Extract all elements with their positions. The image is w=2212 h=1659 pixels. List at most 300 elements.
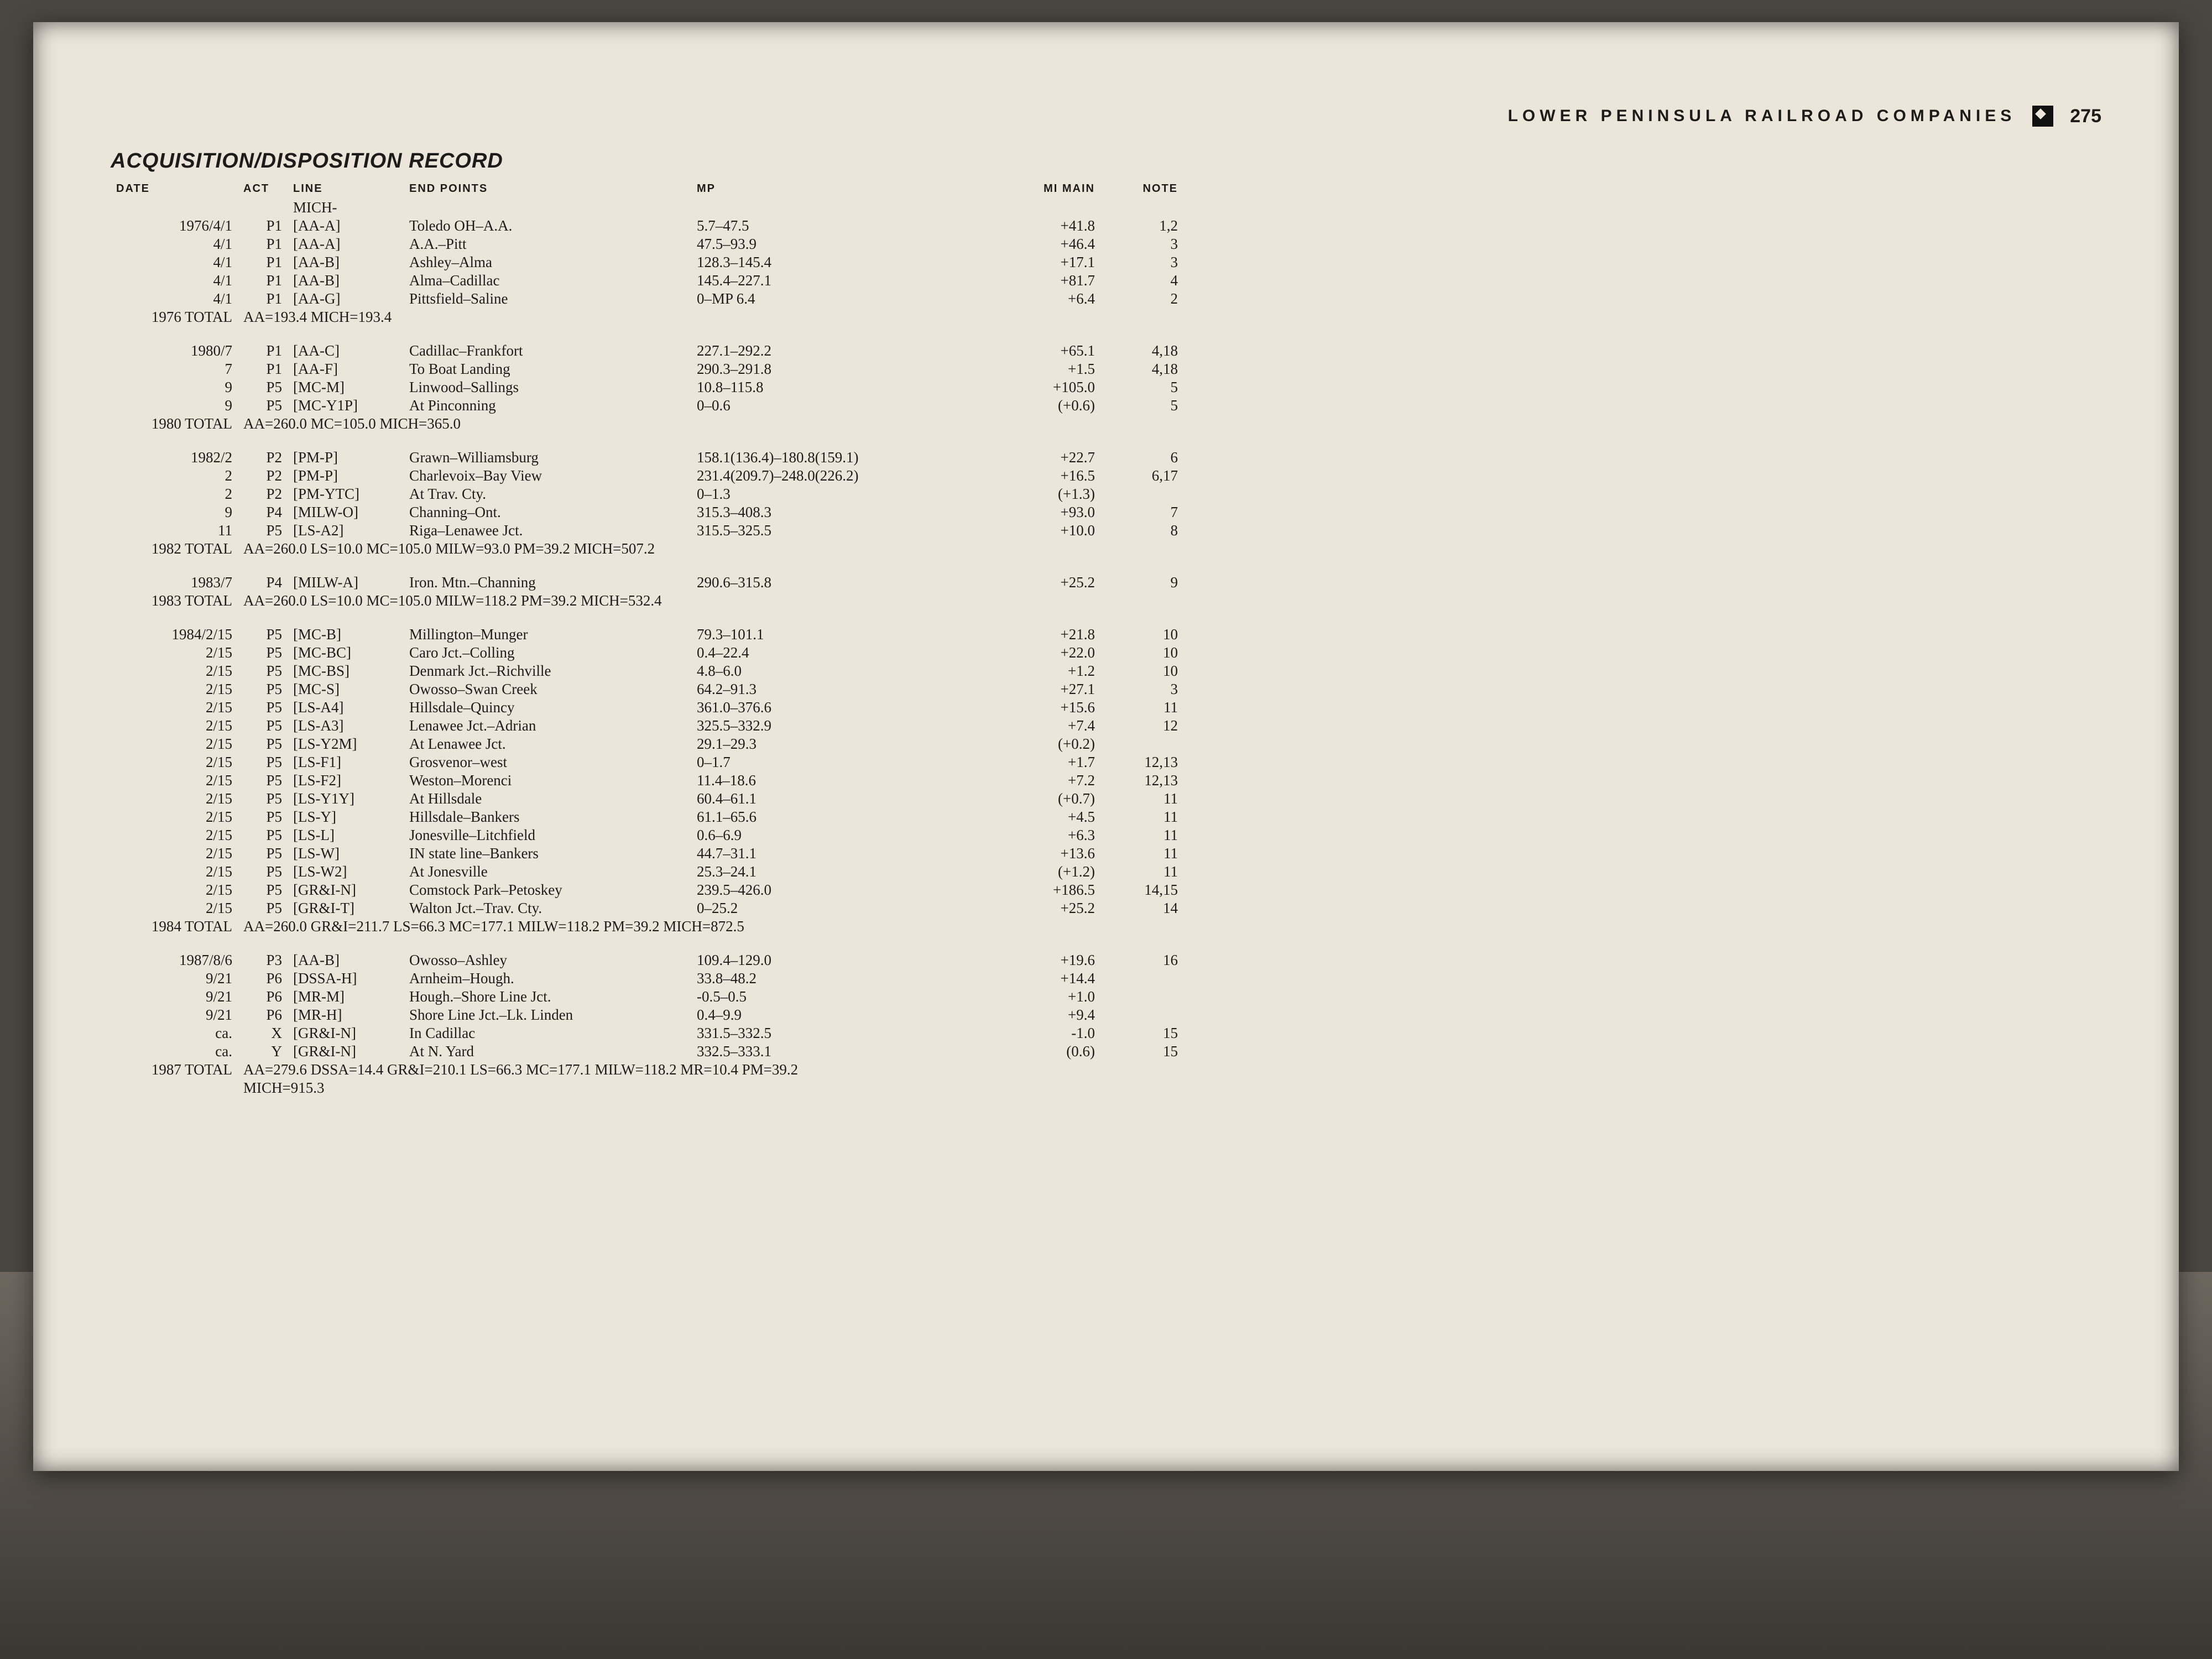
- cell-spacer: [1183, 378, 2101, 397]
- cell-spacer: [1183, 951, 2101, 969]
- cell-date: 2/15: [205, 790, 232, 807]
- cell-date: ca.: [215, 1025, 232, 1041]
- cell-line: [AA-C]: [293, 342, 340, 359]
- cell-end-points: At Trav. Cty.: [409, 486, 487, 502]
- cell-mi-main: +7.4: [1068, 717, 1095, 734]
- cell-end-points: Millington–Munger: [409, 626, 528, 643]
- cell-act: P5: [266, 681, 282, 697]
- cell-mp: 0.4–9.9: [697, 1006, 742, 1023]
- cell-mi-main: +46.4: [1060, 236, 1095, 252]
- cell-act: P1: [266, 361, 282, 377]
- cell-act: P5: [266, 662, 282, 679]
- cell-note: 15: [1163, 1025, 1178, 1041]
- cell-act: P1: [266, 342, 282, 359]
- cell-mi-main: +65.1: [1060, 342, 1095, 359]
- cell-line: [PM-P]: [293, 449, 338, 466]
- total-label: 1983 TOTAL: [151, 592, 232, 609]
- cell-line: [MC-B]: [293, 626, 341, 643]
- cell-date: 1984/2/15: [171, 626, 232, 643]
- cell-line: [GR&I-N]: [293, 1043, 356, 1060]
- cell-mp: 60.4–61.1: [697, 790, 757, 807]
- table-row: [111, 844, 2101, 863]
- cell-note: 4,18: [1151, 361, 1178, 377]
- cell-line: [AA-B]: [293, 272, 340, 289]
- cell-act: P6: [266, 1006, 282, 1023]
- spacer-cell: [111, 936, 2101, 951]
- cell-line: [MC-M]: [293, 379, 345, 395]
- cell-spacer: [1183, 342, 2101, 360]
- cell-note: 12,13: [1144, 772, 1178, 789]
- column-header-mp: MP: [697, 182, 716, 195]
- cell-date: 2/15: [205, 681, 232, 697]
- column-header-line-label: LINE: [293, 182, 323, 195]
- cell-mi-main: (+0.7): [1058, 790, 1095, 807]
- cell-act: P5: [266, 827, 282, 843]
- cell-end-points: IN state line–Bankers: [409, 845, 539, 862]
- cell-spacer: [1183, 662, 2101, 680]
- section-heading: ACQUISITION/DISPOSITION RECORD: [111, 149, 503, 173]
- cell-mp: 315.5–325.5: [697, 522, 771, 539]
- cell-end-points: To Boat Landing: [409, 361, 510, 377]
- table-row: [111, 1042, 2101, 1061]
- cell-mi-main: +41.8: [1060, 217, 1095, 234]
- cell-mi-main: +81.7: [1060, 272, 1095, 289]
- cell-end-points: Arnheim–Hough.: [409, 970, 514, 987]
- cell-end-points: Owosso–Swan Creek: [409, 681, 538, 697]
- cell-date: 4/1: [213, 254, 232, 270]
- cell-note: [1100, 1006, 1183, 1024]
- cell-note: [1100, 969, 1183, 988]
- cell-date: 2/15: [205, 717, 232, 734]
- table-header-row: [111, 182, 2101, 199]
- group-spacer: [111, 433, 2101, 448]
- cell-spacer: [1183, 790, 2101, 808]
- total-row: [111, 917, 2101, 936]
- cell-line: [AA-B]: [293, 952, 340, 968]
- cell-act: P5: [266, 900, 282, 916]
- column-header-note: NOTE: [1142, 182, 1178, 195]
- publisher-logo-icon: [2032, 106, 2053, 127]
- cell-spacer: [1183, 1042, 2101, 1061]
- total-row: [111, 1061, 2101, 1079]
- cell-act: P6: [266, 988, 282, 1005]
- table-row: [111, 863, 2101, 881]
- cell-line: [PM-P]: [293, 467, 338, 484]
- cell-spacer: [1183, 771, 2101, 790]
- cell-act: P5: [266, 626, 282, 643]
- line-prefix-row: [111, 199, 2101, 217]
- book-page: [33, 22, 2179, 1471]
- cell-spacer: [1183, 863, 2101, 881]
- spacer-cell: [111, 433, 2101, 448]
- cell-mp: 47.5–93.9: [697, 236, 757, 252]
- table-row: [111, 662, 2101, 680]
- cell-spacer: [1183, 467, 2101, 485]
- cell-date: 4/1: [213, 290, 232, 307]
- cell-note: 11: [1164, 808, 1178, 825]
- cell-date: 2: [225, 467, 232, 484]
- cell-end-points: Denmark Jct.–Richville: [409, 662, 551, 679]
- cell-end-points: Caro Jct.–Colling: [409, 644, 515, 661]
- cell-mp: 29.1–29.3: [697, 735, 757, 752]
- cell-end-points: Alma–Cadillac: [409, 272, 500, 289]
- table-row: [111, 342, 2101, 360]
- cell-spacer: [1183, 698, 2101, 717]
- cell-act: P5: [266, 863, 282, 880]
- cell-note: 12: [1163, 717, 1178, 734]
- total-label: 1980 TOTAL: [151, 415, 232, 432]
- cell-note: 1,2: [1159, 217, 1178, 234]
- cell-note: [1100, 988, 1183, 1006]
- cell-mi-main: +10.0: [1060, 522, 1095, 539]
- cell-spacer: [1183, 826, 2101, 844]
- cell-mp: 231.4(209.7)–248.0(226.2): [697, 467, 859, 484]
- cell-spacer: [1183, 644, 2101, 662]
- cell-end-points: Lenawee Jct.–Adrian: [409, 717, 536, 734]
- group-spacer: [111, 936, 2101, 951]
- cell-end-points: Ashley–Alma: [409, 254, 492, 270]
- column-header-end-points: END POINTS: [409, 182, 488, 195]
- column-header-act: ACT: [243, 182, 270, 195]
- cell-line: [AA-A]: [293, 217, 341, 234]
- line-prefix-cell-blank: [111, 199, 238, 217]
- total-row-continued: [111, 1079, 2101, 1097]
- cell-date: 1982/2: [190, 449, 232, 466]
- cell-end-points: At N. Yard: [409, 1043, 474, 1060]
- cell-mi-main: +6.3: [1068, 827, 1095, 843]
- cell-end-points: Walton Jct.–Trav. Cty.: [409, 900, 542, 916]
- cell-mp: 158.1(136.4)–180.8(159.1): [697, 449, 859, 466]
- cell-note: [1100, 485, 1183, 503]
- cell-line: [LS-Y1Y]: [293, 790, 354, 807]
- table-row: [111, 735, 2101, 753]
- cell-mp: 0–25.2: [697, 900, 738, 916]
- cell-mi-main: +22.0: [1060, 644, 1095, 661]
- cell-act: P5: [266, 790, 282, 807]
- cell-end-points: Linwood–Sallings: [409, 379, 519, 395]
- cell-date: 4/1: [213, 236, 232, 252]
- cell-date: 2/15: [205, 881, 232, 898]
- cell-note: 2: [1170, 290, 1178, 307]
- total-values: AA=260.0 GR&I=211.7 LS=66.3 MC=177.1 MILW=118.2 PM=39.2 MICH=872.5: [243, 918, 744, 935]
- cell-act: P1: [266, 272, 282, 289]
- cell-act: P5: [266, 808, 282, 825]
- cell-spacer: [1183, 881, 2101, 899]
- cell-spacer: [1183, 290, 2101, 308]
- cell-act: P1: [266, 290, 282, 307]
- cell-mp: 332.5–333.1: [697, 1043, 771, 1060]
- cell-date: 2/15: [205, 845, 232, 862]
- cell-act: P5: [266, 845, 282, 862]
- cell-act: P1: [266, 217, 282, 234]
- cell-note: 3: [1170, 681, 1178, 697]
- cell-end-points: Hough.–Shore Line Jct.: [409, 988, 551, 1005]
- cell-end-points: Channing–Ont.: [409, 504, 501, 520]
- table-row: [111, 235, 2101, 253]
- cell-spacer: [1183, 899, 2101, 917]
- table-row: [111, 951, 2101, 969]
- table-body: [111, 217, 2101, 1113]
- cell-date: 9/21: [205, 970, 232, 987]
- running-head-title: LOWER PENINSULA RAILROAD COMPANIES: [1507, 107, 2016, 125]
- cell-note: 8: [1170, 522, 1178, 539]
- cell-spacer: [1183, 397, 2101, 415]
- cell-date: 7: [225, 361, 232, 377]
- cell-end-points: Pittsfield–Saline: [409, 290, 508, 307]
- cell-spacer: [1183, 969, 2101, 988]
- cell-line: [MR-M]: [293, 988, 345, 1005]
- cell-line: [GR&I-T]: [293, 900, 354, 916]
- cell-mp: 4.8–6.0: [697, 662, 742, 679]
- cell-mp: 0–MP 6.4: [697, 290, 755, 307]
- cell-act: X: [271, 1025, 282, 1041]
- cell-date: 2/15: [205, 900, 232, 916]
- cell-line: [LS-F1]: [293, 754, 341, 770]
- spacer-cell: [111, 1097, 2101, 1113]
- cell-line: [AA-B]: [293, 254, 340, 270]
- table-row: [111, 378, 2101, 397]
- cell-note: 3: [1170, 236, 1178, 252]
- cell-note: 7: [1170, 504, 1178, 520]
- cell-mi-main: +16.5: [1060, 467, 1095, 484]
- cell-mi-main: (+1.3): [1058, 486, 1095, 502]
- cell-spacer: [1183, 735, 2101, 753]
- cell-line: [MC-BC]: [293, 644, 352, 661]
- table-row: [111, 826, 2101, 844]
- cell-mp: 61.1–65.6: [697, 808, 757, 825]
- cell-mp: 315.3–408.3: [697, 504, 771, 520]
- cell-date: 9: [225, 397, 232, 414]
- cell-note: 15: [1163, 1043, 1178, 1060]
- cell-spacer: [1183, 753, 2101, 771]
- cell-act: P2: [266, 449, 282, 466]
- cell-spacer: [1183, 485, 2101, 503]
- cell-act: P3: [266, 952, 282, 968]
- spacer-cell: [111, 326, 2101, 342]
- cell-mp: 227.1–292.2: [697, 342, 771, 359]
- table-row: [111, 290, 2101, 308]
- page-content: [111, 100, 2101, 1399]
- cell-act: P5: [266, 522, 282, 539]
- cell-mp: 11.4–18.6: [697, 772, 756, 789]
- cell-date: 2/15: [205, 754, 232, 770]
- cell-end-points: At Hillsdale: [409, 790, 482, 807]
- cell-end-points: At Lenawee Jct.: [409, 735, 506, 752]
- total-values: AA=193.4 MICH=193.4: [243, 309, 392, 325]
- cell-note: 11: [1164, 863, 1178, 880]
- cell-date: 1983/7: [190, 574, 232, 591]
- cell-mp: 109.4–129.0: [697, 952, 771, 968]
- total-label: 1982 TOTAL: [151, 540, 232, 557]
- cell-mi-main: (0.6): [1066, 1043, 1095, 1060]
- cell-mp: 361.0–376.6: [697, 699, 771, 716]
- cell-note: 14: [1163, 900, 1178, 916]
- cell-mi-main: +25.2: [1060, 900, 1095, 916]
- cell-end-points: Owosso–Ashley: [409, 952, 508, 968]
- cell-line: [LS-L]: [293, 827, 335, 843]
- cell-mi-main: +186.5: [1053, 881, 1095, 898]
- cell-date: 2/15: [205, 662, 232, 679]
- cell-line: [MILW-O]: [293, 504, 358, 520]
- cell-mi-main: (+1.2): [1058, 863, 1095, 880]
- cell-mi-main: (+0.2): [1058, 735, 1095, 752]
- cell-line: [GR&I-N]: [293, 881, 356, 898]
- cell-note: 16: [1163, 952, 1178, 968]
- cell-date: 2: [225, 486, 232, 502]
- cell-date: 11: [218, 522, 232, 539]
- cell-date: 2/15: [205, 735, 232, 752]
- total-row: [111, 540, 2101, 558]
- cell-mi-main: +13.6: [1060, 845, 1095, 862]
- cell-end-points: A.A.–Pitt: [409, 236, 467, 252]
- cell-act: P2: [266, 467, 282, 484]
- cell-date: 2/15: [205, 772, 232, 789]
- total-values-continued: MICH=915.3: [243, 1079, 325, 1096]
- cell-act: Y: [271, 1043, 282, 1060]
- cell-act: P5: [266, 717, 282, 734]
- total-row: [111, 592, 2101, 610]
- cell-line: [LS-A3]: [293, 717, 344, 734]
- cell-mp: 331.5–332.5: [697, 1025, 771, 1041]
- cell-note: 5: [1170, 397, 1178, 414]
- cell-line: [PM-YTC]: [293, 486, 359, 502]
- cell-spacer: [1183, 844, 2101, 863]
- table-row: [111, 644, 2101, 662]
- table-row: [111, 881, 2101, 899]
- cell-mp: 0.4–22.4: [697, 644, 749, 661]
- table-row: [111, 448, 2101, 467]
- cell-act: P5: [266, 379, 282, 395]
- cell-mi-main: +4.5: [1068, 808, 1095, 825]
- cell-mi-main: +93.0: [1060, 504, 1095, 520]
- cell-spacer: [1183, 625, 2101, 644]
- cell-act: P5: [266, 881, 282, 898]
- cell-note: 4: [1170, 272, 1178, 289]
- group-spacer: [111, 558, 2101, 573]
- cell-act: P5: [266, 699, 282, 716]
- cell-mi-main: +1.2: [1068, 662, 1095, 679]
- cell-line: [AA-F]: [293, 361, 338, 377]
- table-row: [111, 360, 2101, 378]
- cell-mp: -0.5–0.5: [697, 988, 747, 1005]
- cell-line: [LS-A2]: [293, 522, 344, 539]
- cell-act: P1: [266, 236, 282, 252]
- cell-mp: 0–1.7: [697, 754, 731, 770]
- cell-note: 6: [1170, 449, 1178, 466]
- total-values: AA=260.0 LS=10.0 MC=105.0 MILW=118.2 PM=39.2 MICH=532.4: [243, 592, 662, 609]
- cell-mp: 25.3–24.1: [697, 863, 757, 880]
- cell-mi-main: +21.8: [1060, 626, 1095, 643]
- cell-note: 5: [1170, 379, 1178, 395]
- group-spacer: [111, 610, 2101, 625]
- cell-mp: 239.5–426.0: [697, 881, 771, 898]
- cell-line: [LS-F2]: [293, 772, 341, 789]
- cell-mp: 79.3–101.1: [697, 626, 764, 643]
- cell-mi-main: +105.0: [1053, 379, 1095, 395]
- table-row: [111, 272, 2101, 290]
- cell-line: [AA-G]: [293, 290, 341, 307]
- total-label-blank: [111, 1079, 238, 1097]
- cell-date: ca.: [215, 1043, 232, 1060]
- cell-mi-main: +7.2: [1068, 772, 1095, 789]
- cell-spacer: [1183, 988, 2101, 1006]
- total-row: [111, 308, 2101, 326]
- total-values: AA=260.0 LS=10.0 MC=105.0 MILW=93.0 PM=39.2 MICH=507.2: [243, 540, 655, 557]
- cell-mp: 290.6–315.8: [697, 574, 771, 591]
- cell-mi-main: +27.1: [1060, 681, 1095, 697]
- cell-end-points: In Cadillac: [409, 1025, 476, 1041]
- cell-end-points: Riga–Lenawee Jct.: [409, 522, 523, 539]
- table-row: [111, 808, 2101, 826]
- cell-date: 9/21: [205, 988, 232, 1005]
- cell-line: [GR&I-N]: [293, 1025, 356, 1041]
- table-row: [111, 969, 2101, 988]
- cell-mi-main: +15.6: [1060, 699, 1095, 716]
- cell-line: [LS-W2]: [293, 863, 347, 880]
- cell-act: P4: [266, 574, 282, 591]
- table-row: [111, 680, 2101, 698]
- table-row: [111, 790, 2101, 808]
- cell-spacer: [1183, 680, 2101, 698]
- table-row: [111, 253, 2101, 272]
- cell-note: 10: [1163, 626, 1178, 643]
- cell-end-points: Weston–Morenci: [409, 772, 512, 789]
- column-header-line: [288, 182, 404, 199]
- cell-end-points: At Jonesville: [409, 863, 488, 880]
- table-row: [111, 1024, 2101, 1042]
- cell-date: 4/1: [213, 272, 232, 289]
- cell-date: 1976/4/1: [179, 217, 232, 234]
- cell-spacer: [1183, 448, 2101, 467]
- cell-mp: 145.4–227.1: [697, 272, 771, 289]
- group-spacer: [111, 326, 2101, 342]
- cell-mi-main: -1.0: [1071, 1025, 1095, 1041]
- total-values: AA=260.0 MC=105.0 MICH=365.0: [243, 415, 461, 432]
- table-row: [111, 698, 2101, 717]
- cell-mp: 0–0.6: [697, 397, 731, 414]
- table-row: [111, 467, 2101, 485]
- cell-mp: 33.8–48.2: [697, 970, 757, 987]
- cell-end-points: Charlevoix–Bay View: [409, 467, 542, 484]
- cell-note: 9: [1170, 574, 1178, 591]
- cell-mi-main: +19.6: [1060, 952, 1095, 968]
- cell-mp: 0–1.3: [697, 486, 731, 502]
- table-row: [111, 717, 2101, 735]
- running-head: [111, 100, 2101, 133]
- cell-end-points: At Pinconning: [409, 397, 496, 414]
- cell-date: 2/15: [205, 699, 232, 716]
- cell-act: P5: [266, 644, 282, 661]
- cell-spacer: [1183, 272, 2101, 290]
- cell-date: 2/15: [205, 808, 232, 825]
- cell-date: 1980/7: [190, 342, 232, 359]
- cell-mi-main: +22.7: [1060, 449, 1095, 466]
- cell-note: 10: [1163, 644, 1178, 661]
- cell-date: 9/21: [205, 1006, 232, 1023]
- cell-line: [MR-H]: [293, 1006, 342, 1023]
- cell-end-points: Grosvenor–west: [409, 754, 507, 770]
- cell-line: [LS-Y]: [293, 808, 336, 825]
- cell-date: 9: [225, 379, 232, 395]
- cell-mp: 44.7–31.1: [697, 845, 757, 862]
- cell-spacer: [1183, 808, 2101, 826]
- cell-end-points: Iron. Mtn.–Channing: [409, 574, 536, 591]
- line-prefix-cell-blank: [404, 199, 2101, 217]
- cell-line: [DSSA-H]: [293, 970, 357, 987]
- spacer-cell: [111, 558, 2101, 573]
- cell-note: 11: [1164, 790, 1178, 807]
- cell-mp: 5.7–47.5: [697, 217, 749, 234]
